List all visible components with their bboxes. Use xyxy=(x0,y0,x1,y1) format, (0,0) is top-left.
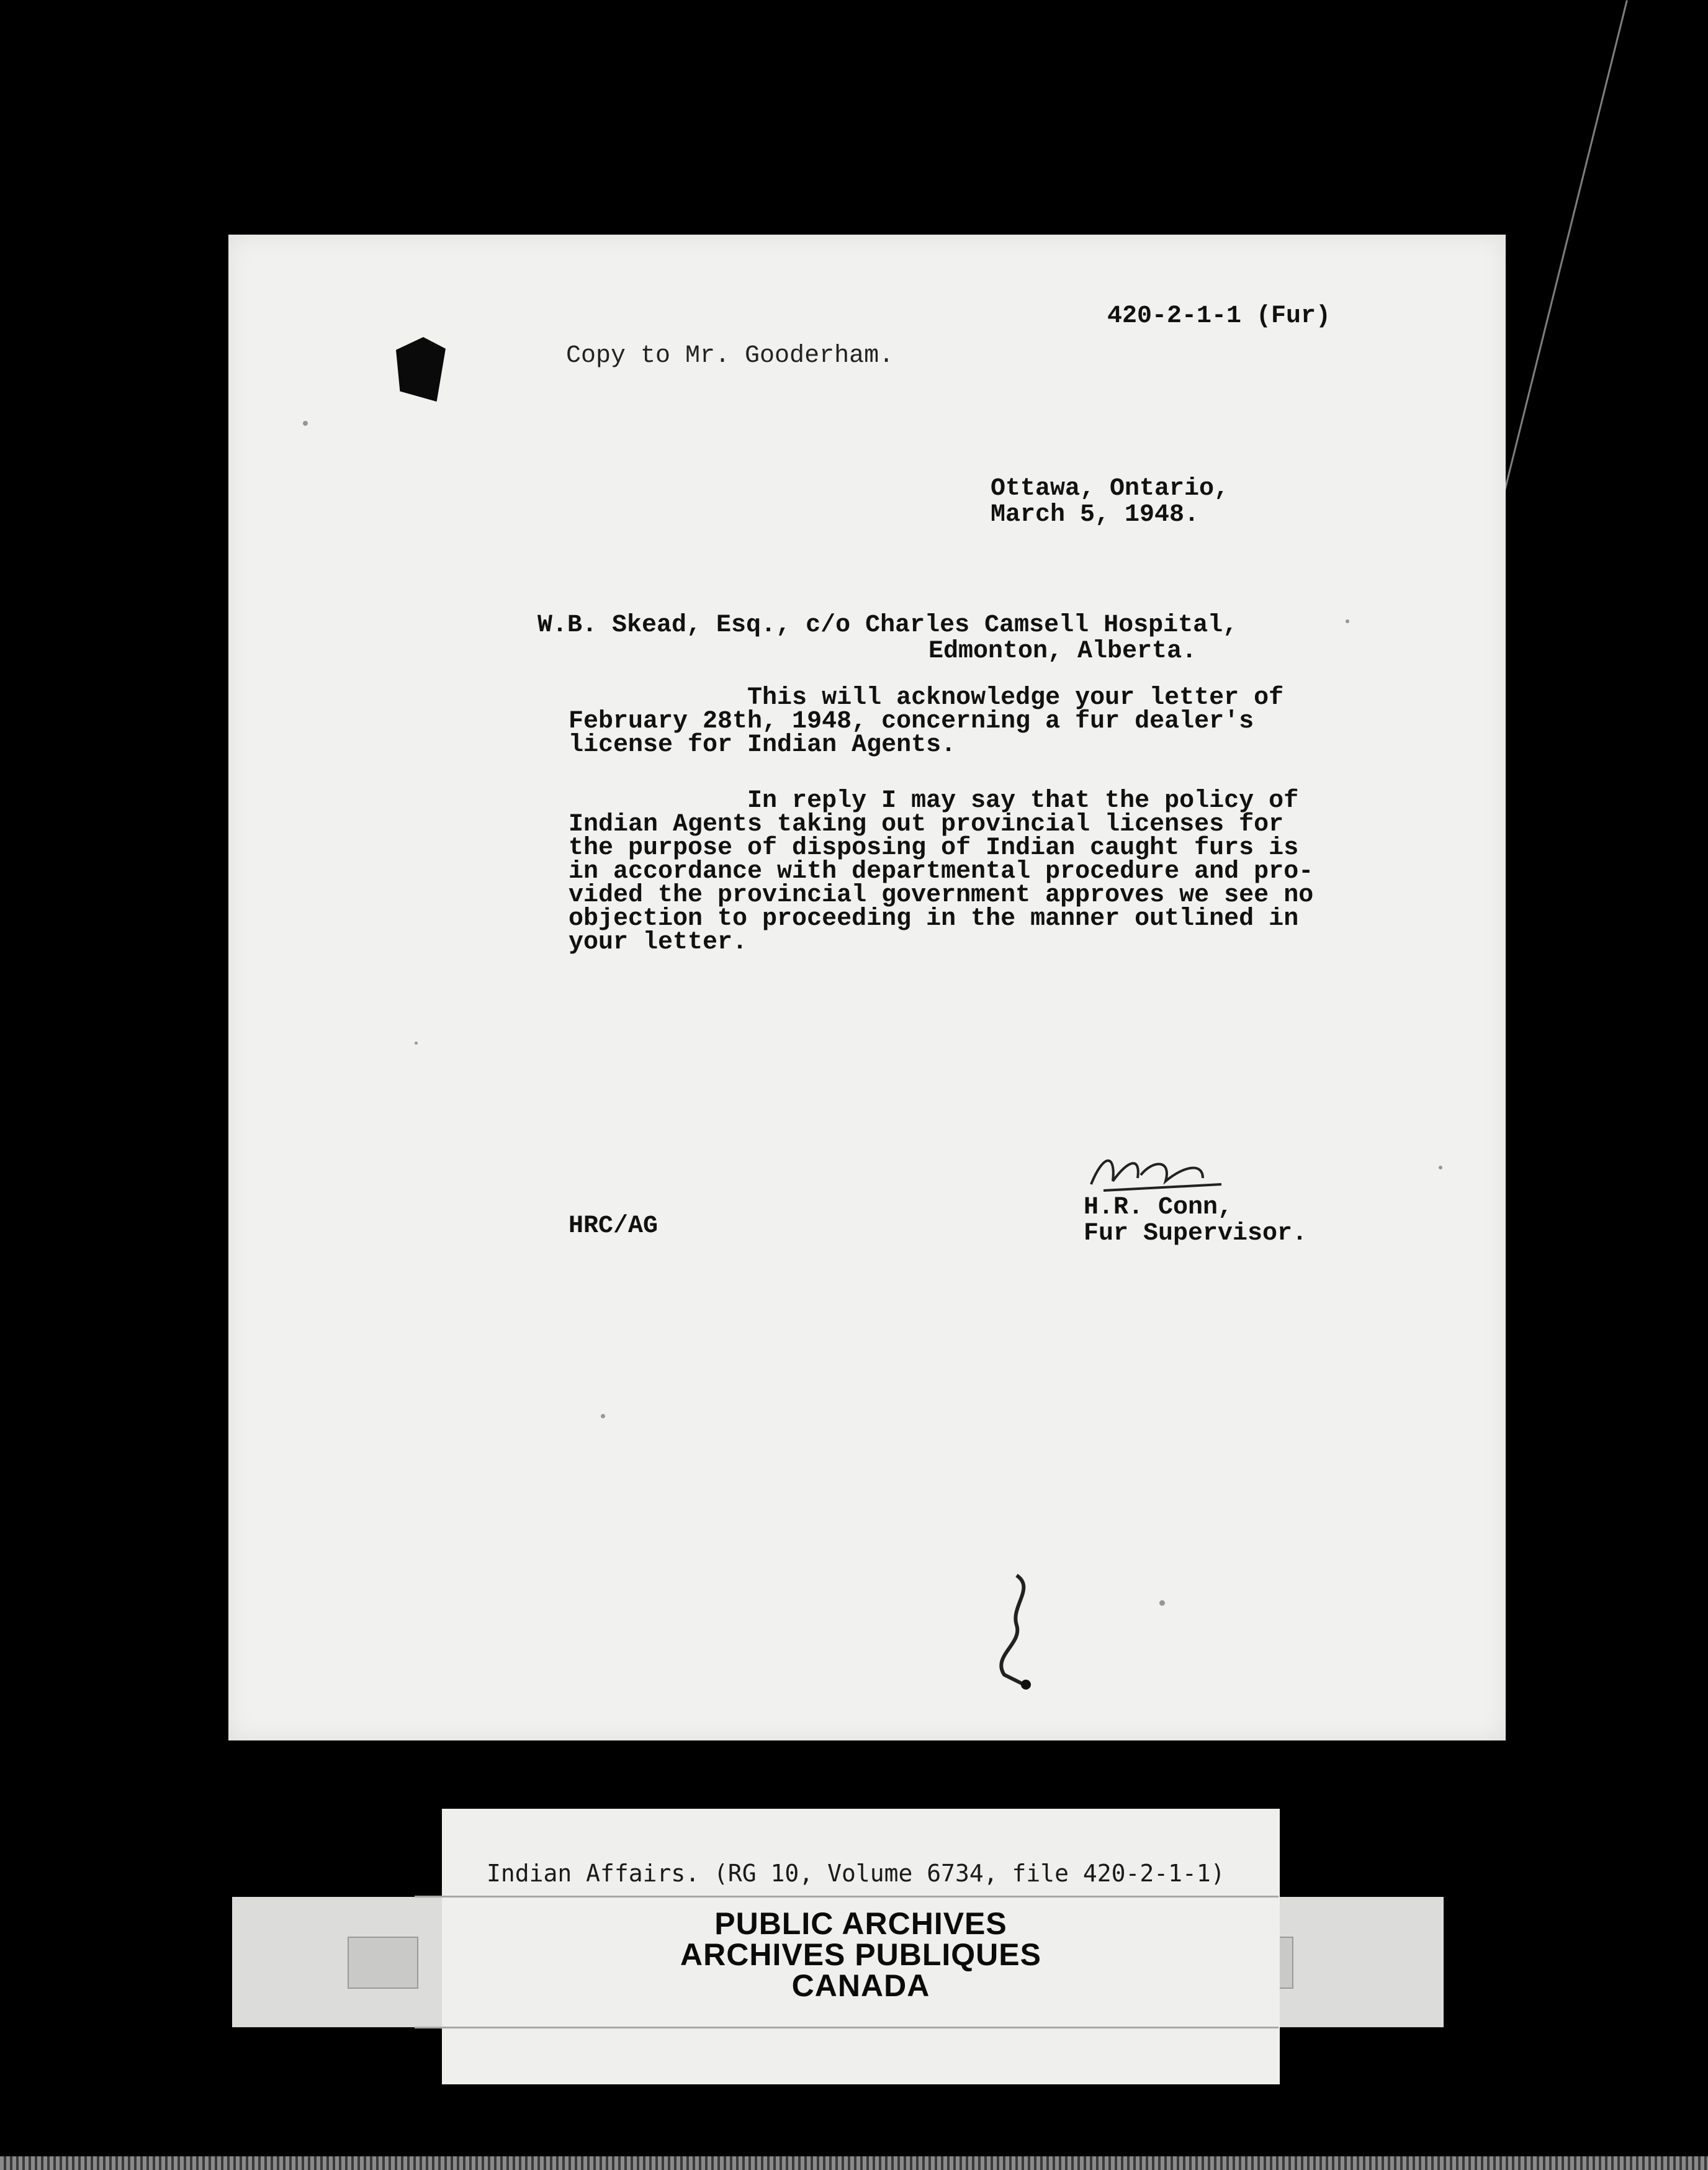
signatory-title: Fur Supervisor. xyxy=(1084,1220,1308,1248)
stamp-line: CANADA xyxy=(791,1968,930,2003)
paragraph-line: Indian Agents taking out provincial licenses for xyxy=(569,811,1284,839)
paragraph-line: objection to proceeding in the manner outlined in xyxy=(569,905,1299,933)
paragraph-line: license for Indian Agents. xyxy=(569,731,956,759)
paragraph-line: This will acknowledge your letter of xyxy=(569,684,1284,712)
ink-blot xyxy=(396,337,446,402)
paragraph-line: vided the provincial government approves we see no xyxy=(569,881,1314,909)
paragraph-line: the purpose of disposing of Indian caught furs is xyxy=(569,834,1299,862)
paper-speck xyxy=(601,1414,605,1418)
archive-stamp xyxy=(442,1908,1280,2001)
place-line: Ottawa, Ontario, xyxy=(991,475,1229,503)
paper-speck xyxy=(1159,1600,1165,1606)
addressee-line-2: Edmonton, Alberta. xyxy=(928,637,1197,665)
signatory-name: H.R. Conn, xyxy=(1084,1194,1233,1222)
archive-reference: Indian Affairs. (RG 10, Volume 6734, file 420-2-1-1) xyxy=(487,1860,1225,1887)
letter-page xyxy=(228,235,1506,1740)
ink-mark xyxy=(973,1569,1048,1693)
stamp-line: ARCHIVES PUBLIQUES xyxy=(680,1937,1041,1972)
label-clip xyxy=(348,1937,418,1989)
paragraph-line: In reply I may say that the policy of xyxy=(569,787,1299,815)
paper-speck xyxy=(1439,1166,1442,1169)
handwritten-initials xyxy=(1079,1147,1240,1197)
stamp-line: PUBLIC ARCHIVES xyxy=(714,1906,1007,1941)
paragraph-line: in accordance with departmental procedure and pro- xyxy=(569,858,1314,886)
paper-speck xyxy=(303,421,308,426)
typist-reference: HRC/AG xyxy=(569,1212,658,1240)
film-edge xyxy=(0,2156,1708,2170)
date-line: March 5, 1948. xyxy=(991,501,1200,529)
paper-speck xyxy=(1346,619,1349,623)
file-reference: 420-2-1-1 (Fur) xyxy=(1107,302,1331,330)
paragraph-line: your letter. xyxy=(569,929,748,957)
paragraph-line: February 28th, 1948, concerning a fur dealer's xyxy=(569,708,1254,736)
copy-note: Copy to Mr. Gooderham. xyxy=(566,342,894,370)
paper-speck xyxy=(415,1042,418,1045)
addressee-line-1: W.B. Skead, Esq., c/o Charles Camsell Hospital, xyxy=(537,611,1238,639)
